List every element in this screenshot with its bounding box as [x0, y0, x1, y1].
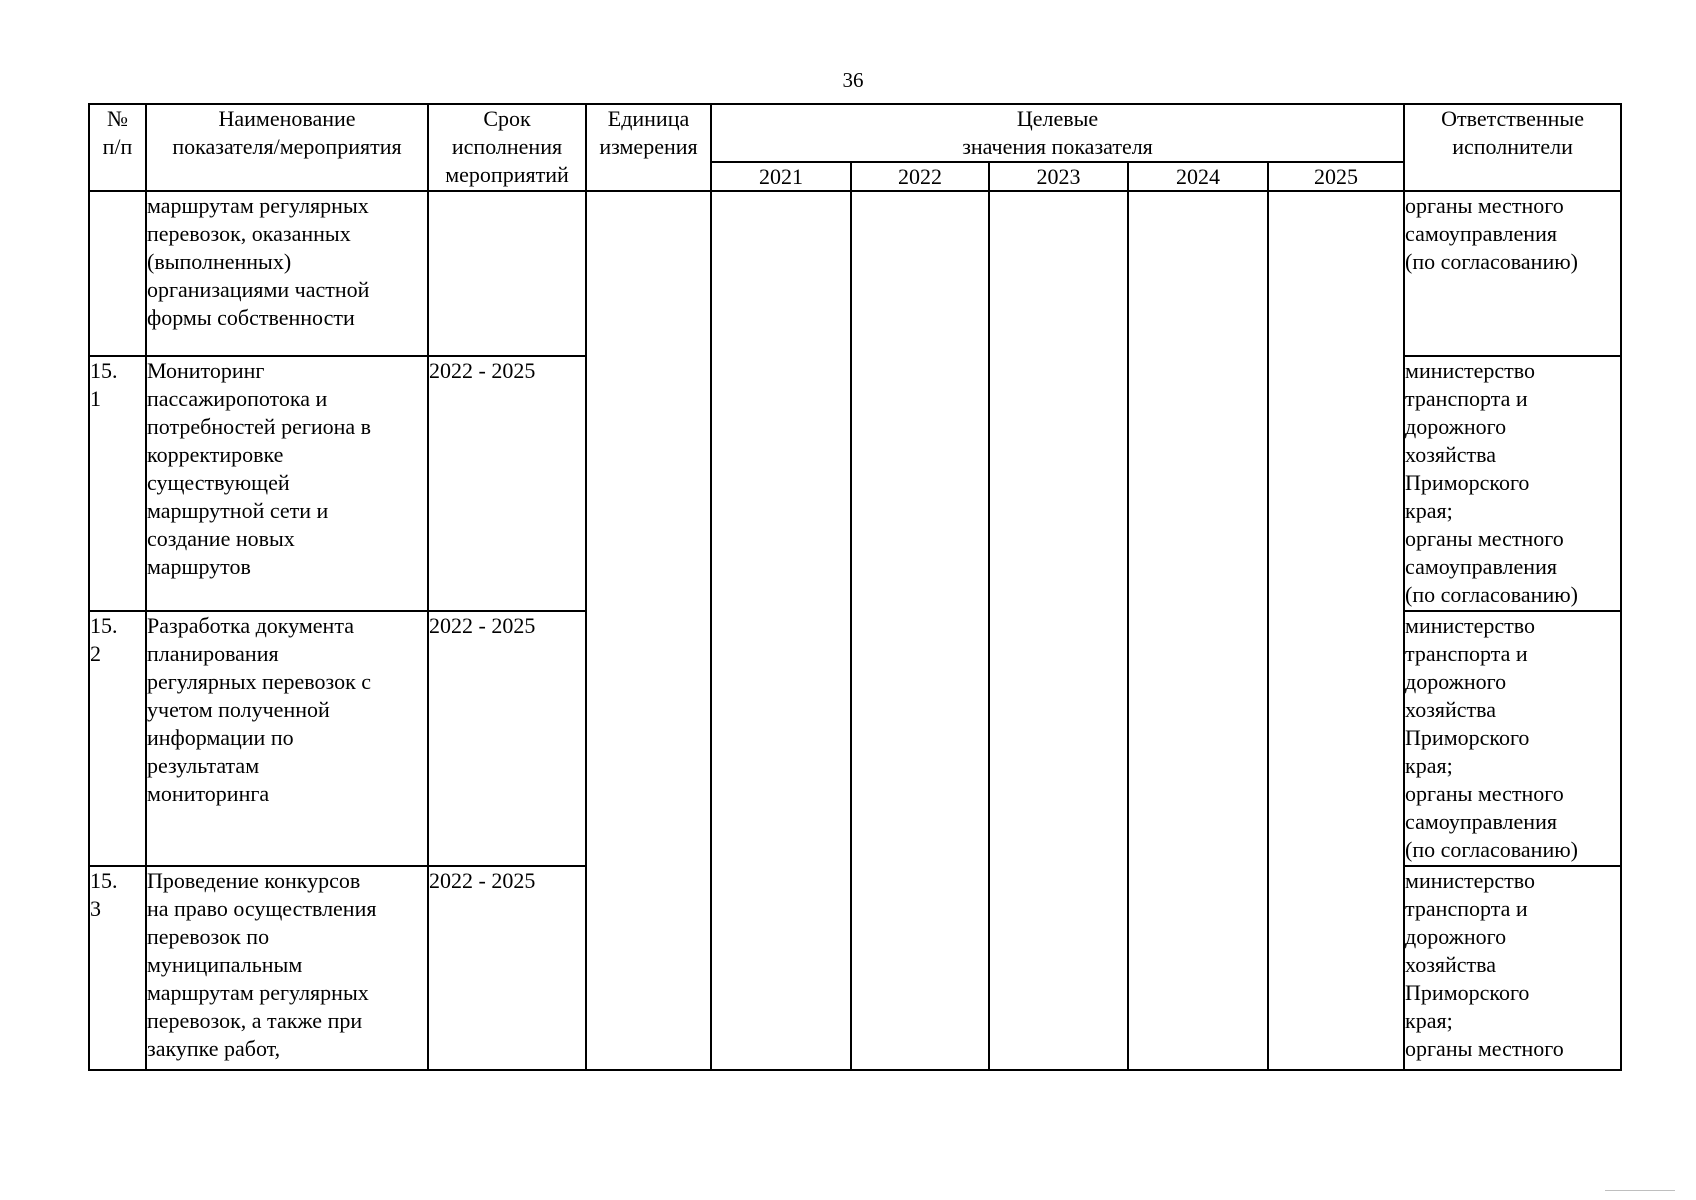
row-name: [146, 611, 428, 866]
header-num: [89, 104, 146, 191]
header-responsible-line: Ответственные: [1441, 106, 1584, 131]
header-target-line: значения показателя: [962, 134, 1153, 159]
year-2025: 2025: [1268, 162, 1404, 191]
row-name-line: закупке работ,: [147, 1036, 281, 1061]
row-name-line: (выполненных): [147, 249, 292, 274]
row-responsible-line: (по согласованию): [1405, 837, 1578, 862]
row-value-2023: [989, 191, 1128, 1070]
row-responsible-line: края;: [1405, 753, 1453, 778]
row-responsible: [1404, 191, 1621, 356]
row-name-line: маршрутам регулярных: [147, 980, 369, 1005]
row-num: [89, 611, 146, 866]
row-name-line: муниципальным: [147, 952, 303, 977]
row-responsible-line: министерство: [1405, 358, 1536, 383]
row-responsible-line: хозяйства: [1405, 442, 1497, 467]
row-name-line: перевозок, оказанных: [147, 221, 351, 246]
row-responsible-line: края;: [1405, 498, 1453, 523]
row-responsible-line: министерство: [1405, 613, 1536, 638]
scan-mark: [1605, 1190, 1675, 1191]
header-name-line: показателя/мероприятия: [172, 134, 402, 159]
row-responsible-line: органы местного: [1405, 1036, 1564, 1061]
row-responsible-line: (по согласованию): [1405, 249, 1578, 274]
header-deadline-line: Срок: [483, 106, 531, 131]
year-2022: 2022: [851, 162, 989, 191]
row-name-line: создание новых: [147, 526, 295, 551]
row-responsible-line: Приморского: [1405, 725, 1530, 750]
row-responsible: [1404, 356, 1621, 611]
row-responsible-line: органы местного: [1405, 526, 1564, 551]
header-unit-line: измерения: [599, 134, 698, 159]
row-num: [89, 866, 146, 1070]
header-deadline-line: мероприятий: [445, 162, 569, 187]
row-name-line: существующей: [147, 470, 290, 495]
row-name-line: перевозок по: [147, 924, 270, 949]
row-name-line: Проведение конкурсов: [147, 868, 361, 893]
row-value-2022: [851, 191, 989, 1070]
row-responsible: [1404, 611, 1621, 866]
row-name-line: результатам: [147, 753, 260, 778]
row-responsible-line: Приморского: [1405, 980, 1530, 1005]
header-target-line: Целевые: [1016, 106, 1099, 131]
header-num-line: №: [107, 106, 128, 131]
header-responsible-line: исполнители: [1452, 134, 1573, 159]
row-responsible-line: министерство: [1405, 868, 1536, 893]
table-row: [89, 191, 1621, 356]
year-2021: 2021: [711, 162, 851, 191]
row-name-line: перевозок, а также при: [147, 1008, 363, 1033]
row-responsible: [1404, 866, 1621, 1070]
indicators-table: [88, 103, 1622, 1071]
row-name: [146, 356, 428, 611]
row-responsible-line: органы местного: [1405, 193, 1564, 218]
row-responsible-line: хозяйства: [1405, 952, 1497, 977]
header-responsible: [1404, 104, 1621, 191]
header-deadline: [428, 104, 586, 191]
row-name-line: Разработка документа: [147, 613, 354, 638]
row-responsible-line: дорожного: [1405, 924, 1507, 949]
row-responsible-line: Приморского: [1405, 470, 1530, 495]
year-2023: 2023: [989, 162, 1128, 191]
header-deadline-line: исполнения: [451, 134, 563, 159]
row-num-line: 3: [90, 896, 101, 921]
row-num-line: 15.: [90, 868, 118, 893]
row-deadline: 2022 - 2025: [428, 356, 586, 611]
page-number: 36: [842, 68, 864, 92]
row-responsible-line: (по согласованию): [1405, 582, 1578, 607]
row-name-line: учетом полученной: [147, 697, 330, 722]
row-num-line: 15.: [90, 613, 118, 638]
row-name-line: мониторинга: [147, 781, 270, 806]
row-deadline: 2022 - 2025: [428, 866, 586, 1070]
header-num-line: п/п: [102, 134, 133, 159]
row-deadline: [428, 191, 586, 356]
row-name-line: организациями частной: [147, 277, 370, 302]
row-responsible-line: дорожного: [1405, 669, 1507, 694]
row-name: [146, 866, 428, 1070]
row-num: [89, 356, 146, 611]
row-name-line: маршрутной сети и: [147, 498, 329, 523]
header-target-values: [711, 104, 1404, 162]
row-name-line: регулярных перевозок с: [147, 669, 372, 694]
row-name-line: маршрутам регулярных: [147, 193, 369, 218]
row-num-line: 15.: [90, 358, 118, 383]
row-name: [146, 191, 428, 356]
row-responsible-line: органы местного: [1405, 781, 1564, 806]
row-responsible-line: транспорта и: [1405, 896, 1528, 921]
row-num-line: 1: [90, 386, 101, 411]
row-name-line: Мониторинг: [147, 358, 265, 383]
header-name-line: Наименование: [218, 106, 356, 131]
year-2024: 2024: [1128, 162, 1268, 191]
row-responsible-line: транспорта и: [1405, 641, 1528, 666]
row-unit: [586, 191, 711, 1070]
row-responsible-line: хозяйства: [1405, 697, 1497, 722]
row-responsible-line: самоуправления: [1405, 554, 1557, 579]
row-responsible-line: дорожного: [1405, 414, 1507, 439]
row-name-line: информации по: [147, 725, 294, 750]
row-value-2025: [1268, 191, 1404, 1070]
row-name-line: пассажиропотока и: [147, 386, 328, 411]
row-num: [89, 191, 146, 356]
row-name-line: корректировке: [147, 442, 284, 467]
header-unit: [586, 104, 711, 191]
row-name-line: на право осуществления: [147, 896, 377, 921]
row-responsible-line: транспорта и: [1405, 386, 1528, 411]
header-name: [146, 104, 428, 191]
row-deadline: 2022 - 2025: [428, 611, 586, 866]
row-responsible-line: края;: [1405, 1008, 1453, 1033]
row-value-2024: [1128, 191, 1268, 1070]
header-unit-line: Единица: [607, 106, 690, 131]
row-name-line: маршрутов: [147, 554, 251, 579]
row-num-line: 2: [90, 641, 101, 666]
row-name-line: планирования: [147, 641, 279, 666]
row-value-2021: [711, 191, 851, 1070]
row-name-line: формы собственности: [147, 305, 355, 330]
table-header-row: [89, 104, 1621, 162]
row-name-line: потребностей региона в: [147, 414, 372, 439]
row-responsible-line: самоуправления: [1405, 221, 1557, 246]
row-responsible-line: самоуправления: [1405, 809, 1557, 834]
